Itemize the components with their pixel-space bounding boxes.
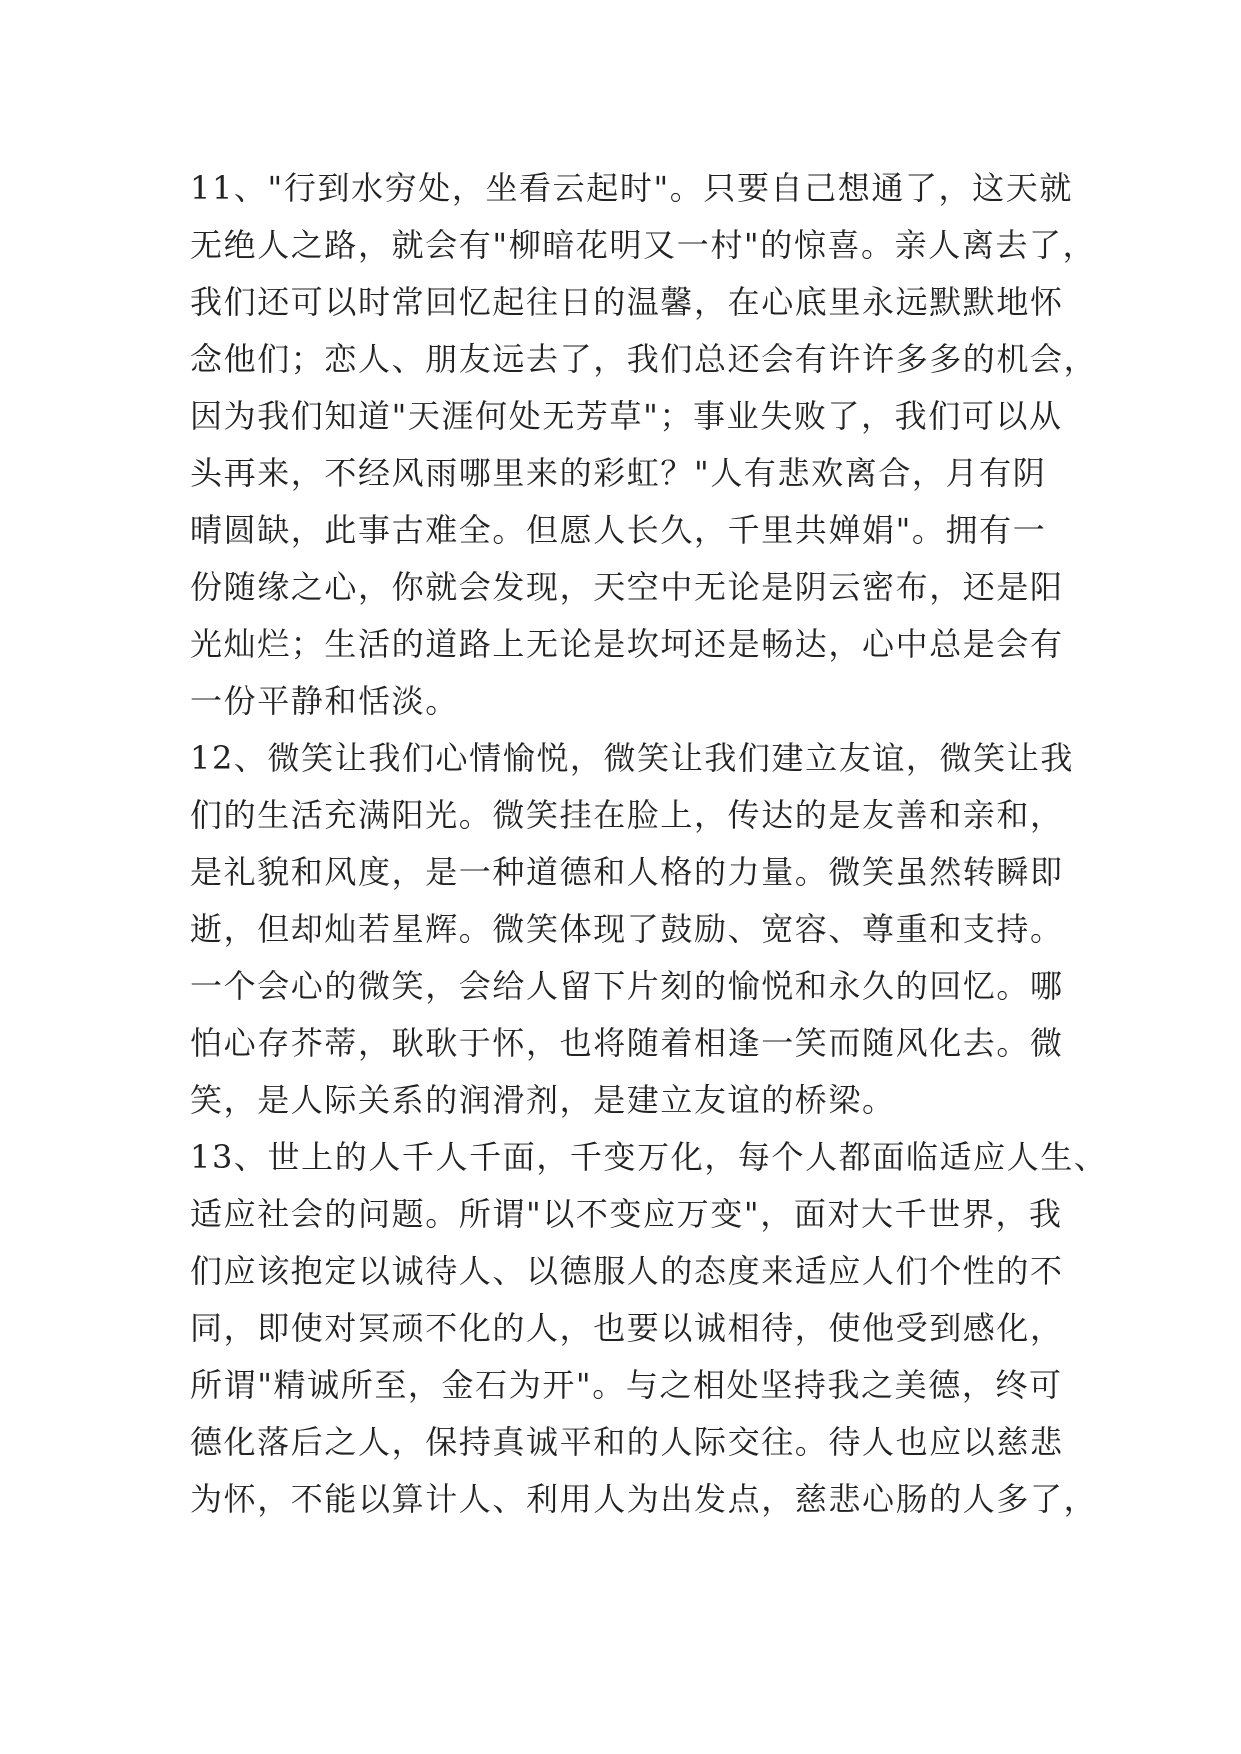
- text-line: 我们还可以时常回忆起往日的温馨，在心底里永远默默地怀: [190, 283, 1064, 321]
- text-line: 笑，是人际关系的润滑剂，是建立友谊的桥梁。: [190, 1081, 896, 1119]
- text-line: 所谓"精诚所至，金石为开"。与之相处坚持我之美德，终可: [190, 1366, 1063, 1404]
- text-line: 是礼貌和风度，是一种道德和人格的力量。微笑虽然转瞬即: [190, 853, 1064, 891]
- text-line: 们应该抱定以诚待人、以德服人的态度来适应人们个性的不: [190, 1252, 1064, 1290]
- text-line: 份随缘之心，你就会发现，天空中无论是阴云密布，还是阳: [190, 568, 1064, 606]
- text-line: 适应社会的问题。所谓"以不变应万变"，面对大千世界，我: [190, 1195, 1063, 1233]
- text-line: 晴圆缺，此事古难全。但愿人长久，千里共婵娟"。拥有一: [190, 511, 1047, 549]
- document-body: [190, 160, 1108, 1528]
- text-line: 们的生活充满阳光。微笑挂在脸上，传达的是友善和亲和，: [190, 796, 1064, 834]
- text-line: 因为我们知道"天涯何处无芳草"；事业失败了，我们可以从: [190, 397, 1063, 435]
- text-line: 光灿烂；生活的道路上无论是坎坷还是畅达，心中总是会有: [190, 625, 1064, 663]
- text-line: 11、"行到水穷处，坐看云起时"。只要自己想通了，这天就: [190, 169, 1073, 207]
- text-line: 怕心存芥蒂，耿耿于怀，也将随着相逢一笑而随风化去。微: [190, 1024, 1064, 1062]
- text-line: 为怀，不能以算计人、利用人为出发点，慈悲心肠的人多了，: [190, 1480, 1098, 1518]
- text-line: 13、世上的人千人千面，千变万化，每个人都面临适应人生、: [190, 1138, 1108, 1176]
- text-line: 逝，但却灿若星辉。微笑体现了鼓励、宽容、尊重和支持。: [190, 910, 1064, 948]
- text-line: 无绝人之路，就会有"柳暗花明又一村"的惊喜。亲人离去了，: [190, 226, 1097, 264]
- text-line: 头再来，不经风雨哪里来的彩虹？"人有悲欢离合，月有阴: [190, 454, 1047, 492]
- text-line: 一份平静和恬淡。: [190, 682, 459, 720]
- text-line: 12、微笑让我们心情愉悦，微笑让我们建立友谊，微笑让我: [190, 739, 1074, 777]
- text-line: 同，即使对冥顽不化的人，也要以诚相待，使他受到感化，: [190, 1309, 1064, 1347]
- text-line: 一个会心的微笑，会给人留下片刻的愉悦和永久的回忆。哪: [190, 967, 1064, 1005]
- text-line: 德化落后之人，保持真诚平和的人际交往。待人也应以慈悲: [190, 1423, 1064, 1461]
- text-line: 念他们；恋人、朋友远去了，我们总还会有许许多多的机会，: [190, 340, 1098, 378]
